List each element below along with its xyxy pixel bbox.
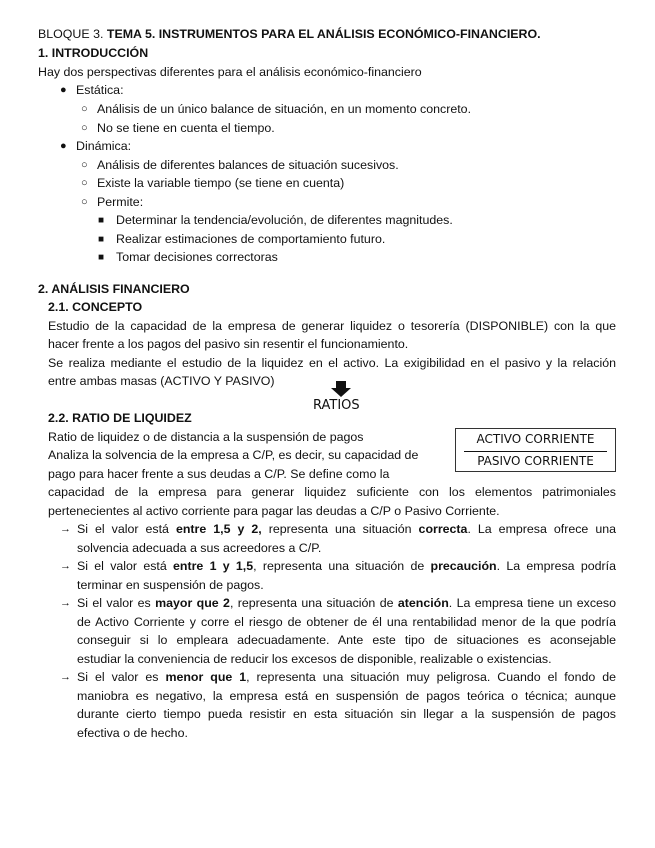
right-arrow-icon: → bbox=[60, 671, 71, 683]
bullet-circle-icon: ○ bbox=[81, 196, 88, 208]
ratio-numerator: ACTIVO CORRIENTE bbox=[476, 432, 595, 446]
bloque-label: BLOQUE 3. bbox=[38, 27, 104, 41]
section-1-intro: Hay dos perspectivas diferentes para el análisis económico-financiero bbox=[38, 65, 422, 79]
ratio-text: capacidad de la empresa para generar liquidez suficiente con los elementos patrimoniales bbox=[48, 485, 616, 499]
fraction-bar bbox=[464, 451, 607, 452]
case-item-cont: de Activo Corriente y corre el riesgo de obtener de él una rentabilidad menor de la que podría bbox=[77, 615, 616, 629]
bullet-square-icon: ■ bbox=[98, 215, 105, 226]
list-item: Análisis de un único balance de situación, en un momento concreto. bbox=[97, 102, 472, 116]
case-item-cont: efectiva o de hecho. bbox=[77, 726, 188, 740]
bullet-dot-icon: ● bbox=[60, 84, 67, 96]
case-item-cont: durante cierto tiempo pueda resistir en esta situación sin llegar a la suspensión de pagos bbox=[77, 707, 616, 721]
ratio-text: Analiza la solvencia de la empresa a C/P, es decir, su capacidad de bbox=[48, 448, 419, 462]
list-item: Permite: bbox=[97, 195, 144, 209]
ratio-text: pertenecientes al activo corriente para pagar las deudas a C/P o Pasivo Corriente. bbox=[48, 504, 500, 518]
estatica-label: Estática: bbox=[76, 83, 124, 97]
bullet-circle-icon: ○ bbox=[81, 103, 88, 115]
tema-title: TEMA 5. INSTRUMENTOS PARA EL ANÁLISIS ECONÓMICO-FINANCIERO. bbox=[106, 27, 541, 41]
list-item: Tomar decisiones correctoras bbox=[116, 250, 278, 264]
right-arrow-icon: → bbox=[60, 597, 71, 609]
section-2-title: 2. ANÁLISIS FINANCIERO bbox=[38, 282, 190, 296]
doc-header bbox=[38, 26, 541, 43]
dinamica-label: Dinámica: bbox=[76, 139, 132, 153]
bullet-square-icon: ■ bbox=[98, 252, 105, 263]
case-item: Si el valor está entre 1,5 y 2, representa una situación correcta. La empresa ofrece una bbox=[77, 522, 616, 536]
bullet-square-icon: ■ bbox=[98, 234, 105, 245]
case-item: Si el valor está entre 1 y 1,5, representa una situación de precaución. La empresa podría bbox=[77, 559, 616, 573]
bullet-circle-icon: ○ bbox=[81, 177, 88, 189]
case-item: Si el valor es mayor que 2, representa una situación de atención. La empresa tiene un exceso bbox=[77, 596, 616, 610]
bullet-dot-icon: ● bbox=[60, 140, 67, 152]
concepto-text: Se realiza mediante el estudio de la liquidez en el activo. La exigibilidad en el pasivo y la relación bbox=[48, 356, 616, 370]
list-item: Existe la variable tiempo (se tiene en cuenta) bbox=[97, 176, 345, 190]
list-item: Determinar la tendencia/evolución, de diferentes magnitudes. bbox=[116, 213, 453, 227]
ratio-text: Ratio de liquidez o de distancia a la suspensión de pagos bbox=[48, 430, 364, 444]
ratios-label: RATIOS bbox=[313, 398, 360, 413]
case-item-cont: solvencia adecuada a sus acreedores a C/P. bbox=[77, 541, 322, 555]
bullet-circle-icon: ○ bbox=[81, 122, 88, 134]
bullet-circle-icon: ○ bbox=[81, 159, 88, 171]
list-item: Realizar estimaciones de comportamiento futuro. bbox=[116, 232, 386, 246]
right-arrow-icon: → bbox=[60, 523, 71, 535]
list-item: No se tiene en cuenta el tiempo. bbox=[97, 121, 275, 135]
case-item-cont: estudiar la conveniencia de reducir los excesos de disponible, realizable o existencias. bbox=[77, 652, 552, 666]
concepto-text: entre ambas masas (ACTIVO Y PASIVO) bbox=[48, 374, 275, 388]
right-arrow-icon: → bbox=[60, 560, 71, 572]
concepto-text: hacer frente a los pagos del pasivo sin resentir el funcionamiento. bbox=[48, 337, 409, 351]
case-item-cont: terminar en suspensión de pagos. bbox=[77, 578, 264, 592]
list-item: Análisis de diferentes balances de situación sucesivos. bbox=[97, 158, 399, 172]
case-item: Si el valor es menor que 1, representa una situación muy peligrosa. Cuando el fondo de bbox=[77, 670, 616, 684]
down-arrow-icon bbox=[330, 381, 352, 398]
concepto-title: 2.1. CONCEPTO bbox=[48, 300, 143, 314]
case-item-cont: maniobra es negativo, la empresa está en suspensión de pagos teórica o técnica; aunque bbox=[77, 689, 616, 703]
case-item-cont: conseguir si lo empleara adecuadamente. Ante este tipo de situaciones es aconsejable bbox=[77, 633, 616, 647]
ratio-liquidez-title: 2.2. RATIO DE LIQUIDEZ bbox=[48, 411, 192, 425]
concepto-text: Estudio de la capacidad de la empresa de generar liquidez o tesorería (DISPONIBLE) con la que bbox=[48, 319, 616, 333]
ratio-text: pago para hacer frente a sus deudas a C/P. Se define como la bbox=[48, 467, 390, 481]
ratio-formula-box bbox=[455, 428, 616, 472]
section-1-title: 1. INTRODUCCIÓN bbox=[38, 46, 149, 60]
ratio-denominator: PASIVO CORRIENTE bbox=[477, 454, 594, 468]
